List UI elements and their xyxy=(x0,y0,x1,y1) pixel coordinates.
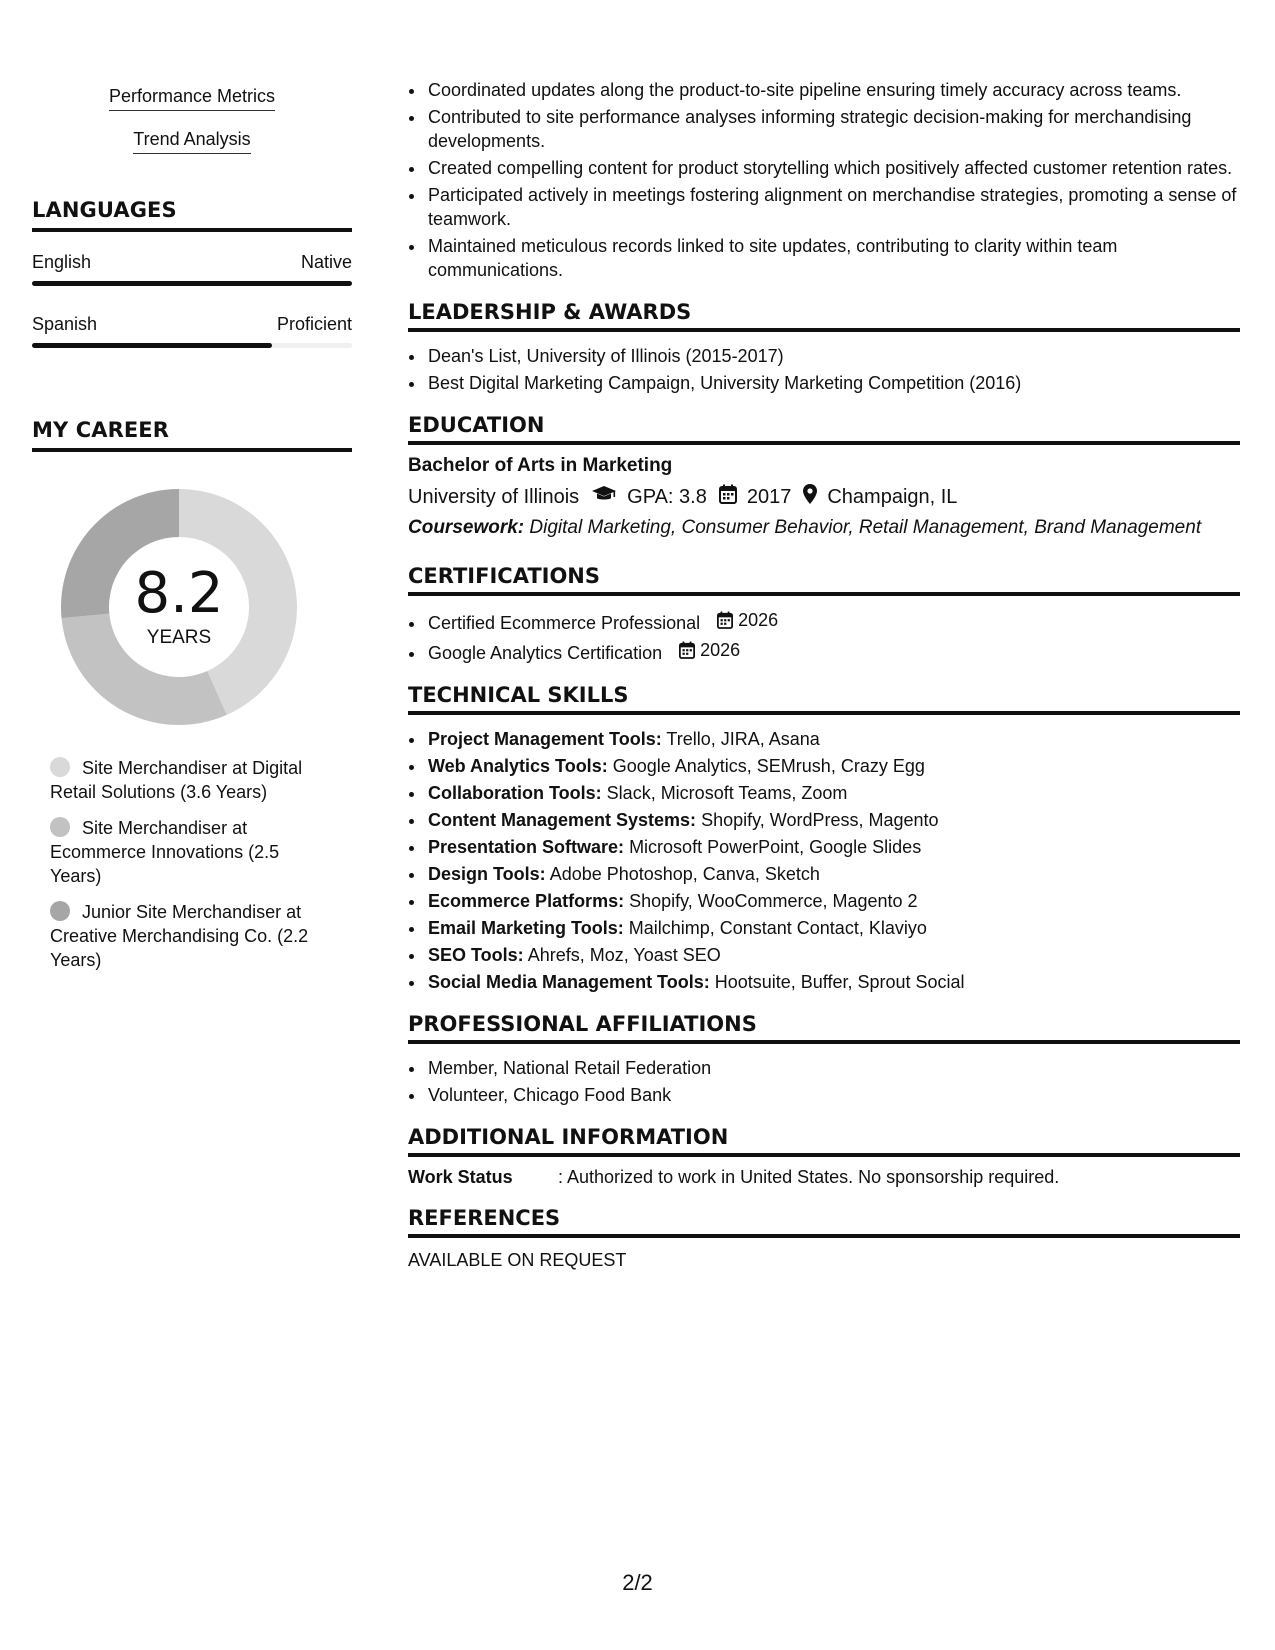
skill-label: Social Media Management Tools: xyxy=(428,972,710,992)
language-item xyxy=(32,252,352,286)
skill-item xyxy=(426,835,1240,859)
career-legend-label: Junior Site Merchandiser at Creative Merchandising Co. (2.2 Years) xyxy=(50,902,309,970)
education-heading: EDUCATION xyxy=(408,413,1240,445)
award-item: • Best Digital Marketing Campaign, University Marketing Competition (2016) xyxy=(426,371,1240,395)
skill-item xyxy=(426,916,1240,940)
graduation-year: 2017 xyxy=(746,485,792,508)
skill-item xyxy=(426,808,1240,832)
coursework xyxy=(408,516,1240,540)
additional-heading: ADDITIONAL INFORMATION xyxy=(408,1125,1240,1157)
skill-label: Email Marketing Tools: xyxy=(428,918,624,938)
experience-bullet: • Participated actively in meetings fostering alignment on merchandise strategies, promoting a sense of teamwork. xyxy=(426,183,1240,231)
career-legend-item xyxy=(50,900,330,972)
language-proficiency-fill xyxy=(32,281,352,286)
legend-dot-icon xyxy=(50,757,70,777)
experience-bullet: • Maintained meticulous records linked to site updates, contributing to clarity within team communications. xyxy=(426,234,1240,282)
experience-bullets xyxy=(408,78,1240,282)
coursework-label: Coursework: xyxy=(408,517,525,538)
certifications-section xyxy=(408,564,1240,665)
certification-year: 2026 xyxy=(700,640,741,660)
skill-label: Project Management Tools: xyxy=(428,729,662,749)
legend-dot-icon xyxy=(50,817,70,837)
career-total-years: 8.2 xyxy=(134,561,224,626)
location-pin-icon xyxy=(803,484,817,510)
language-level: Proficient xyxy=(276,314,352,334)
skill-label: Presentation Software: xyxy=(428,837,625,857)
leadership-section xyxy=(408,300,1240,395)
certification-name: Google Analytics Certification xyxy=(428,643,663,663)
references-text: AVAILABLE ON REQUEST xyxy=(408,1250,627,1270)
experience-bullet: • Coordinated updates along the product-to-site pipeline ensuring timely accuracy across teams. xyxy=(426,78,1240,102)
skill-item xyxy=(426,727,1240,751)
language-name: Spanish xyxy=(32,314,98,334)
calendar-icon xyxy=(717,611,733,629)
references-section xyxy=(408,1206,1240,1271)
skill-label: Ecommerce Platforms: xyxy=(428,891,625,911)
skill-item xyxy=(426,862,1240,886)
career-heading: MY CAREER xyxy=(32,418,352,452)
career-donut-chart xyxy=(54,482,304,732)
certification-item xyxy=(426,638,1240,665)
leadership-heading: LEADERSHIP & AWARDS xyxy=(408,300,1240,332)
language-proficiency-fill xyxy=(32,343,272,348)
language-proficiency-bar xyxy=(32,281,352,286)
skill-value: Shopify, WooCommerce, Magento 2 xyxy=(629,891,918,911)
affiliations-heading: PROFESSIONAL AFFILIATIONS xyxy=(408,1012,1240,1044)
certification-item xyxy=(426,608,1240,635)
certification-name: Certified Ecommerce Professional xyxy=(428,613,701,633)
career-legend-label: Site Merchandiser at Digital Retail Solutions (3.6 Years) xyxy=(50,758,303,802)
gpa: GPA: 3.8 xyxy=(627,485,707,508)
education-details xyxy=(408,484,1240,510)
language-item xyxy=(32,314,352,348)
experience-bullet: • Contributed to site performance analyses informing strategic decision-making for merchandising developments. xyxy=(426,105,1240,153)
skill-label: Collaboration Tools: xyxy=(428,783,602,803)
skill-label: Design Tools: xyxy=(428,864,546,884)
skill-tags xyxy=(32,86,352,172)
skill-label: Content Management Systems: xyxy=(428,810,697,830)
skill-value: Trello, JIRA, Asana xyxy=(666,729,820,749)
skill-label: SEO Tools: xyxy=(428,945,524,965)
skill-value: Microsoft PowerPoint, Google Slides xyxy=(629,837,922,857)
career-legend-label: Site Merchandiser at Ecommerce Innovations (2.5 Years) xyxy=(50,818,280,886)
affiliation-item: • Member, National Retail Federation xyxy=(426,1056,1240,1080)
certification-year: 2026 xyxy=(738,610,779,630)
skill-value: Mailchimp, Constant Contact, Klaviyo xyxy=(628,918,927,938)
calendar-icon xyxy=(719,484,737,510)
skill-item xyxy=(426,970,1240,994)
skill-value: Google Analytics, SEMrush, Crazy Egg xyxy=(612,756,925,776)
language-name: English xyxy=(32,252,92,272)
calendar-icon xyxy=(679,641,695,659)
skills-heading: TECHNICAL SKILLS xyxy=(408,683,1240,715)
career-legend xyxy=(50,756,330,972)
skill-item xyxy=(426,781,1240,805)
skill-item xyxy=(426,943,1240,967)
skill-value: Shopify, WordPress, Magento xyxy=(701,810,939,830)
skill-label: Web Analytics Tools: xyxy=(428,756,608,776)
work-status-row xyxy=(408,1167,1240,1188)
skill-value: Hootsuite, Buffer, Sprout Social xyxy=(714,972,965,992)
school-location: Champaign, IL xyxy=(827,485,958,508)
additional-section xyxy=(408,1125,1240,1188)
degree-title: Bachelor of Arts in Marketing xyxy=(408,455,673,476)
work-status-value: : Authorized to work in United States. No sponsorship required. xyxy=(558,1167,1060,1187)
career-legend-item xyxy=(50,816,330,888)
skill-item xyxy=(426,889,1240,913)
skill-value: Slack, Microsoft Teams, Zoom xyxy=(606,783,848,803)
skill-item xyxy=(426,754,1240,778)
skills-section xyxy=(408,683,1240,994)
skill-tag: Performance Metrics xyxy=(109,86,275,111)
references-heading: REFERENCES xyxy=(408,1206,1240,1238)
language-level: Native xyxy=(300,252,352,272)
work-status-label: Work Status xyxy=(408,1167,513,1187)
skill-value: Ahrefs, Moz, Yoast SEO xyxy=(527,945,721,965)
career-total-unit: YEARS xyxy=(146,627,212,648)
legend-dot-icon xyxy=(50,901,70,921)
experience-bullet: • Created compelling content for product storytelling which positively affected customer retention rates. xyxy=(426,156,1240,180)
right-column xyxy=(408,78,1240,1271)
education-section xyxy=(408,413,1240,540)
career-legend-item xyxy=(50,756,330,804)
donut-center xyxy=(54,482,304,732)
certifications-heading: CERTIFICATIONS xyxy=(408,564,1240,596)
left-column xyxy=(32,86,352,984)
award-item: • Dean's List, University of Illinois (2015-2017) xyxy=(426,344,1240,368)
coursework-list: Digital Marketing, Consumer Behavior, Retail Management, Brand Management xyxy=(529,517,1202,538)
skill-tag: Trend Analysis xyxy=(133,129,250,154)
affiliations-section xyxy=(408,1012,1240,1107)
graduation-cap-icon xyxy=(591,485,617,509)
language-proficiency-bar xyxy=(32,343,352,348)
skill-value: Adobe Photoshop, Canva, Sketch xyxy=(549,864,820,884)
affiliation-item: • Volunteer, Chicago Food Bank xyxy=(426,1083,1240,1107)
languages-heading: LANGUAGES xyxy=(32,198,352,232)
page-number: 2/2 xyxy=(622,1570,653,1595)
school-name: University of Illinois xyxy=(408,485,580,508)
